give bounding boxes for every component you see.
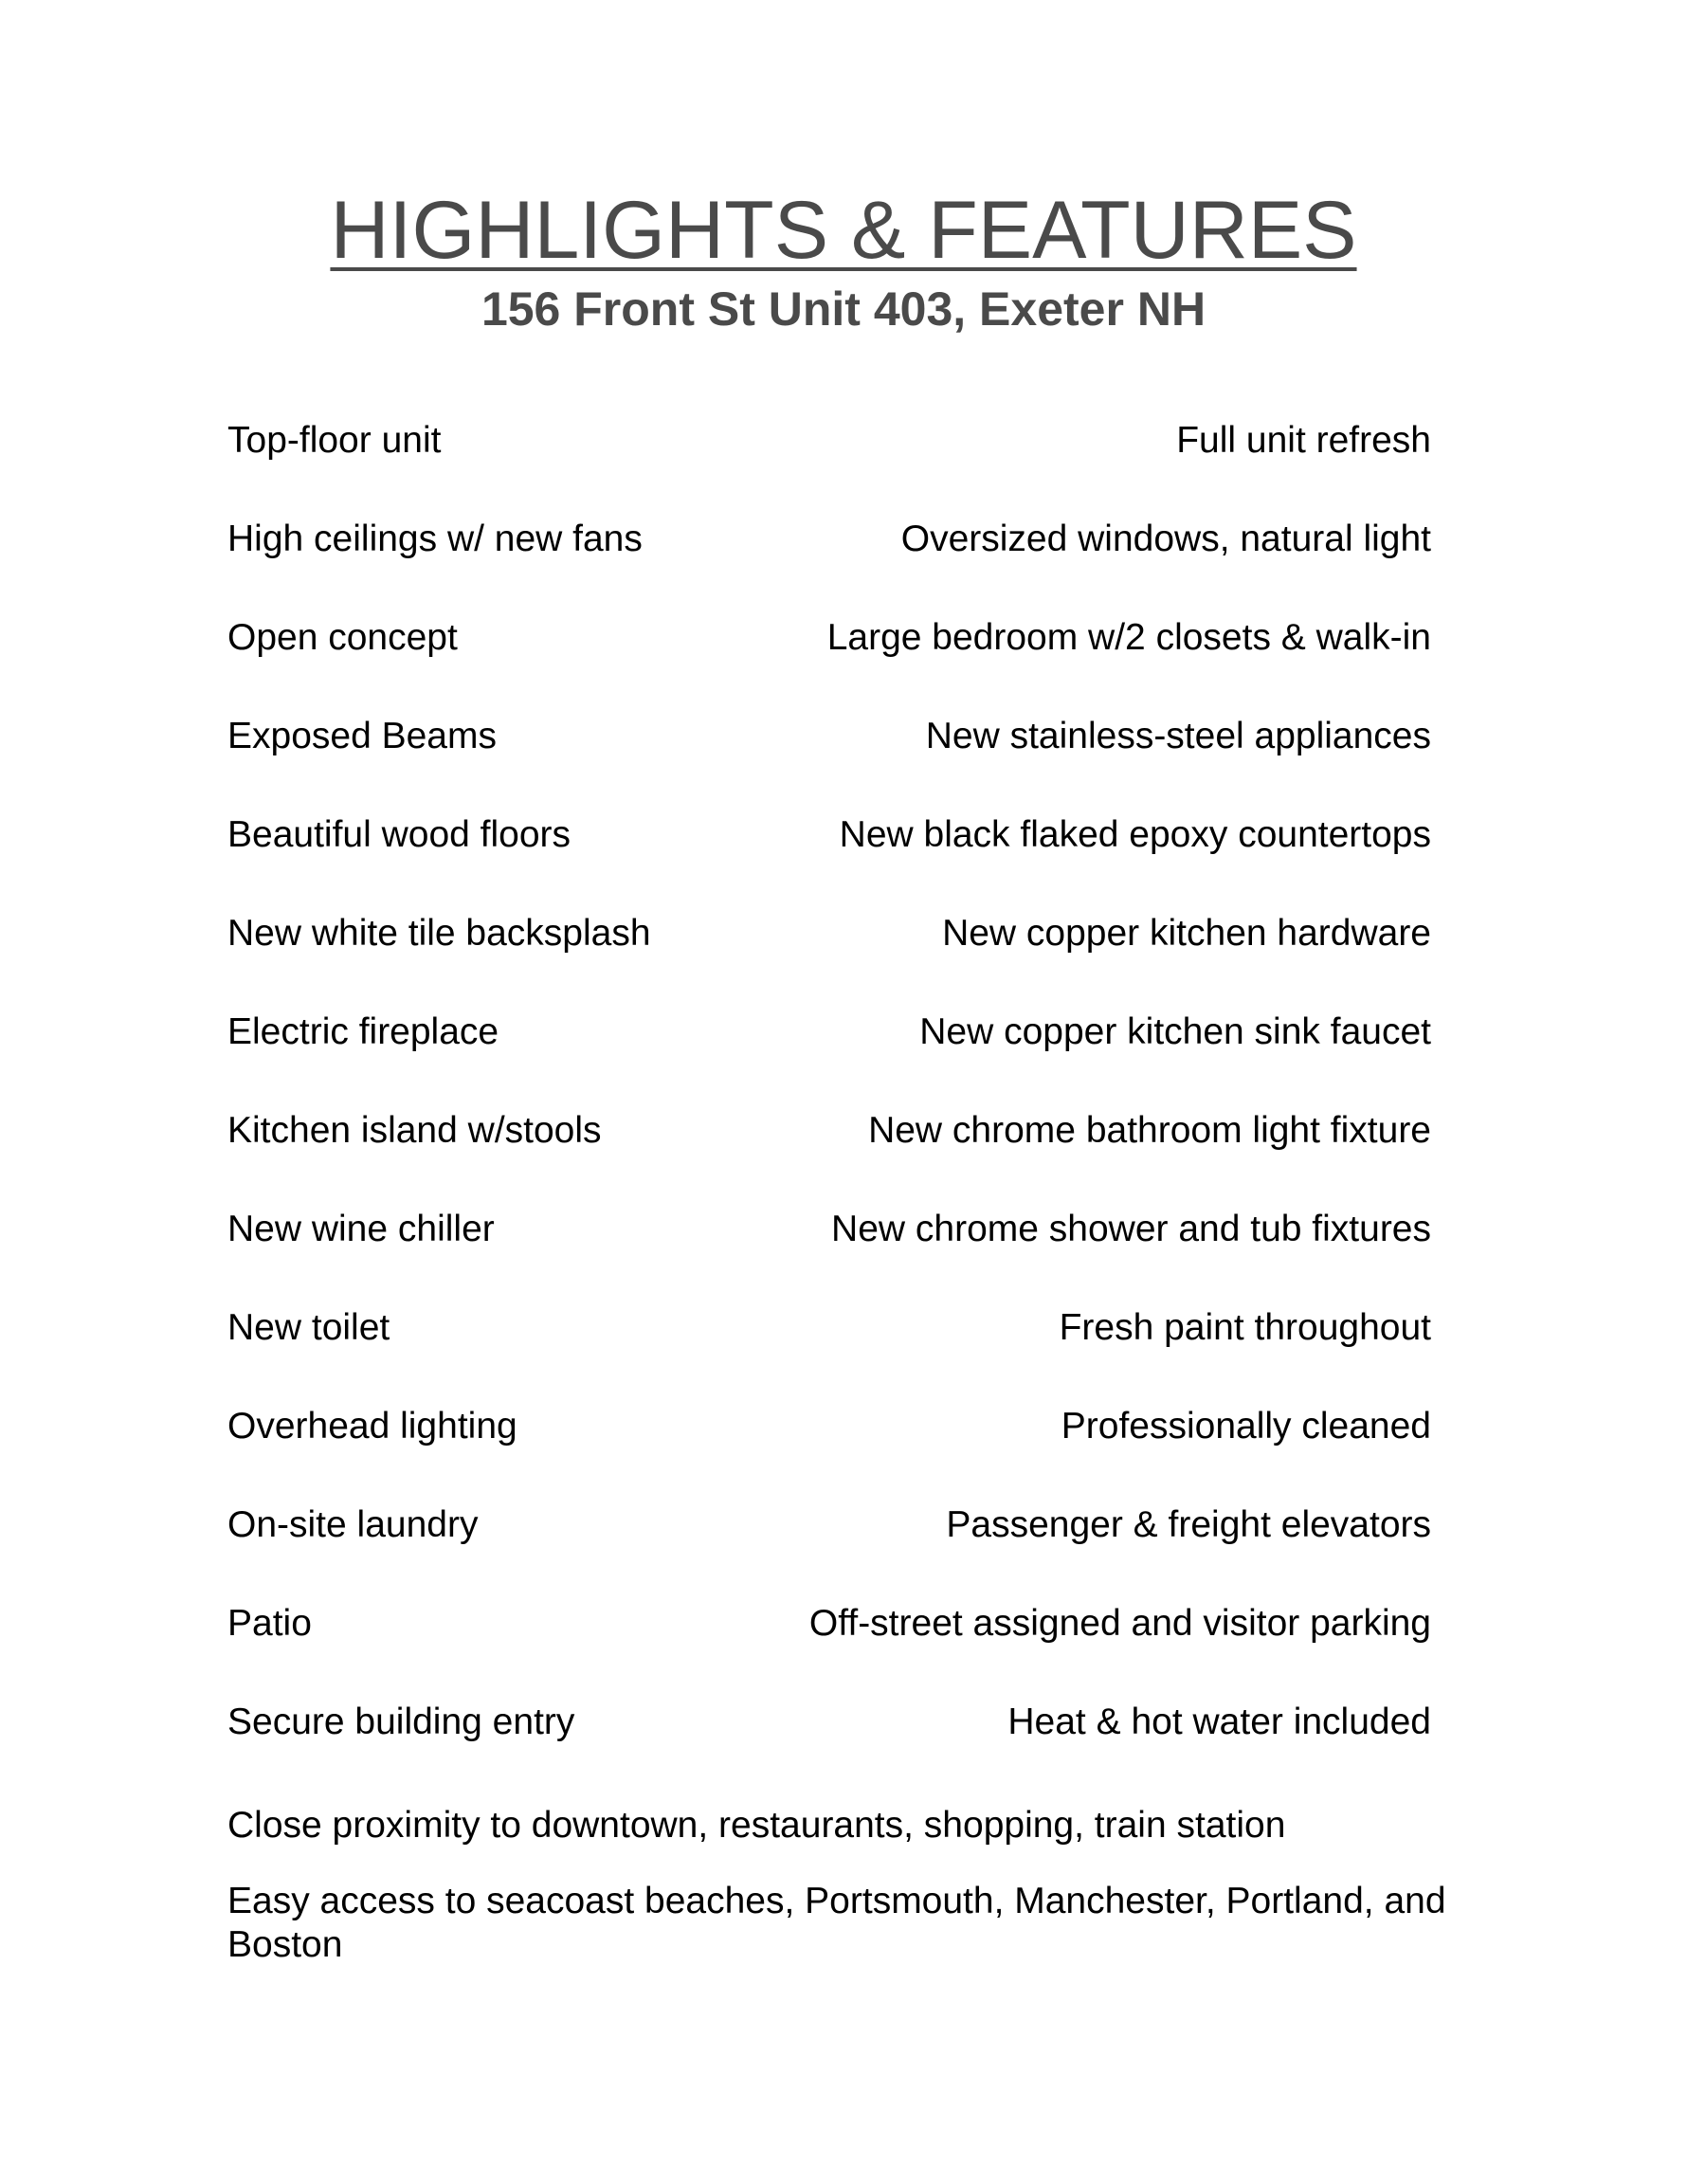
feature-left: Kitchen island w/stools — [227, 1110, 602, 1151]
feature-right: New copper kitchen sink faucet — [919, 1011, 1431, 1052]
feature-right: Heat & hot water included — [1007, 1702, 1431, 1742]
feature-left: New toilet — [227, 1307, 390, 1348]
feature-row — [227, 910, 1431, 1009]
feature-right: New copper kitchen hardware — [942, 913, 1431, 954]
page-title: HIGHLIGHTS & FEATURES — [330, 185, 1357, 276]
feature-right: New chrome shower and tub fixtures — [831, 1209, 1431, 1249]
feature-left: Electric fireplace — [227, 1011, 499, 1052]
feature-left: Secure building entry — [227, 1702, 575, 1742]
feature-row — [227, 1009, 1431, 1107]
feature-row — [227, 614, 1431, 713]
feature-left: On-site laundry — [227, 1504, 479, 1545]
feature-left: New white tile backsplash — [227, 913, 651, 954]
feature-row — [227, 417, 1431, 516]
feature-right: Passenger & freight elevators — [946, 1504, 1431, 1545]
feature-row — [227, 811, 1431, 910]
feature-left: Top-floor unit — [227, 420, 442, 461]
feature-right: Oversized windows, natural light — [900, 519, 1431, 559]
feature-row — [227, 1107, 1431, 1206]
feature-right: Off-street assigned and visitor parking — [808, 1603, 1431, 1644]
feature-left: Exposed Beams — [227, 716, 497, 756]
feature-left: High ceilings w/ new fans — [227, 519, 643, 559]
feature-right: Fresh paint throughout — [1059, 1307, 1431, 1348]
feature-row — [227, 516, 1431, 614]
feature-row — [227, 713, 1431, 811]
feature-right: Large bedroom w/2 closets & walk-in — [826, 617, 1431, 658]
feature-list — [227, 417, 1431, 1797]
feature-row — [227, 1403, 1431, 1502]
feature-row — [227, 1600, 1431, 1699]
feature-left: Overhead lighting — [227, 1406, 517, 1447]
feature-left: New wine chiller — [227, 1209, 495, 1249]
feature-left: Patio — [227, 1603, 312, 1644]
feature-right: New chrome bathroom light fixture — [868, 1110, 1431, 1151]
property-address: 156 Front St Unit 403, Exeter NH — [481, 282, 1206, 336]
feature-right: New black flaked epoxy countertops — [839, 814, 1431, 855]
location-note: Close proximity to downtown, restaurants, shopping, train station — [227, 1805, 1286, 1846]
feature-row — [227, 1699, 1431, 1797]
feature-left: Open concept — [227, 617, 458, 658]
feature-row — [227, 1206, 1431, 1304]
feature-right: New stainless-steel appliances — [925, 716, 1431, 756]
access-note: Easy access to seacoast beaches, Portsmouth, Manchester, Portland, and Boston — [227, 1881, 1446, 1965]
feature-right: Professionally cleaned — [1061, 1406, 1431, 1447]
feature-left: Beautiful wood floors — [227, 814, 571, 855]
feature-row — [227, 1502, 1431, 1600]
feature-right: Full unit refresh — [1176, 420, 1431, 461]
feature-row — [227, 1304, 1431, 1403]
